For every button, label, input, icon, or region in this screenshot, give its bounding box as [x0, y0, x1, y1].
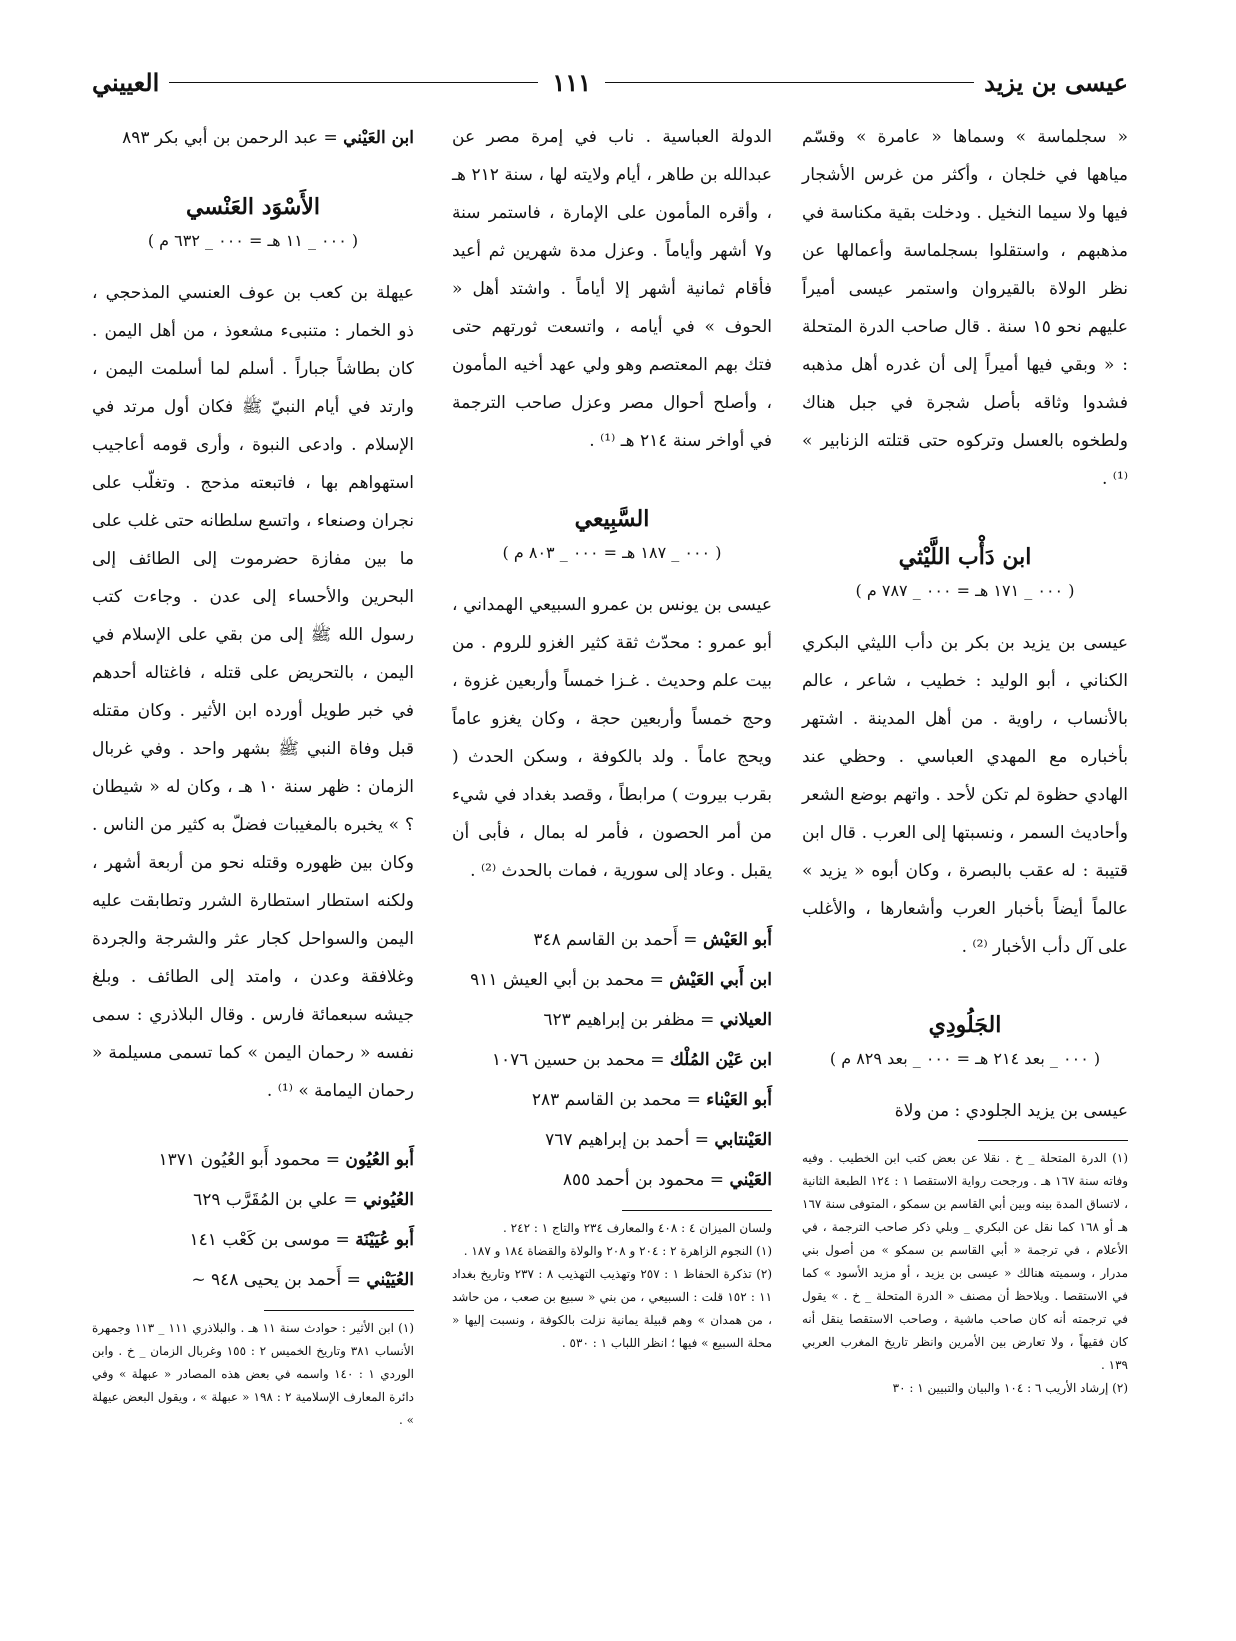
- column-middle: [452, 118, 772, 1355]
- cross-reference: [452, 920, 772, 960]
- ref-target: = أَحمد بن يحيى ٩٤٨ ~: [191, 1270, 367, 1290]
- ref-name: العَيْنتابي: [714, 1130, 772, 1150]
- ref-target: = عبد الرحمن بن أبي بكر ٨٩٣: [122, 128, 344, 148]
- column-right: [802, 118, 1128, 1400]
- entry-dates: ( ٠٠٠ _ ١٧١ هـ = ٠٠٠ _ ٧٨٧ م ): [855, 581, 1075, 600]
- entry-heading: السَّبِيعي: [574, 506, 650, 532]
- ref-target: = علي بن المُقَرَّب ٦٢٩: [193, 1190, 364, 1210]
- footnote: (٢) إرشاد الأريب ٦ : ١٠٤ والبيان والتبيين ١ : ٣٠: [892, 1381, 1128, 1395]
- ref-name: ابن العَيْني: [343, 128, 414, 148]
- entry-text: عيسى بن يونس بن عمرو السبيعي الهمداني ، أبو عمرو : محدّث ثقة كثير الغزو للروم . من بيت علم وحديث . غـزا خمساً وأربعين غزوة ، وحج خمساً وأربعين حجة ، وكان يغزو عاماً ويحج عاماً . ولد بالكوفة ، وسكن الحدث ( بقرب بيروت ) مرابطاً ، وقصد بغداد في شيء من أمر الحصون ، فأمر له بمال ، فأبى أن يقبل . وعاد إلى سورية ، فمات بالحدث ⁽²⁾ .: [452, 595, 772, 881]
- cross-reference: [452, 960, 772, 1000]
- ref-target: = محمد بن أبي العيش ٩١١: [470, 970, 670, 990]
- ref-target: = مظفر بن إبراهيم ٦٢٣: [543, 1010, 720, 1030]
- cross-reference: [92, 1220, 414, 1260]
- ref-target: = موسى بن كَعْب ١٤١: [189, 1230, 356, 1250]
- entry-dates: ( ٠٠٠ _ ١١ هـ = ٠٠٠ _ ٦٣٢ م ): [147, 231, 359, 250]
- header-rule: [169, 82, 538, 83]
- footnote: ولسان الميزان ٤ : ٤٠٨ والمعارف ٢٣٤ والتاج ١ : ٢٤٢ .: [503, 1221, 772, 1235]
- ref-name: ابن عَيْن المُلْك: [669, 1050, 772, 1070]
- footnote-rule: [622, 1210, 772, 1211]
- page-header: [92, 62, 1128, 102]
- cross-reference: [452, 1000, 772, 1040]
- cross-reference: [452, 1160, 772, 1200]
- footnote-rule: [264, 1310, 414, 1311]
- footnote: (١) النجوم الزاهرة ٢ : ٢٠٤ و ٢٠٨ والولاة والقضاة ١٨٤ و ١٨٧ .: [463, 1244, 772, 1258]
- cross-reference: [452, 1040, 772, 1080]
- entry-continuation: « سجلماسة » وسماها « عامرة » وقسّم مياهها في خلجان ، وأكثر من غرس الأشجار فيها ولا سيما النخيل . ودخلت بقية مكناسة في مذهبهم ، واستقلوا بسجلماسة وأعمالها عن نظر الولاة بالقيروان واستمر عيسى أميراً عليهم نحو ١٥ سنة . قال صاحب الدرة المتحلة : « وبقي فيها أميراً إلى أن غدره أهل مذهبه فشدوا وثاقه بأصل شجرة في جبل هناك ولطخوه بالعسل وتركوه حتى قتلته الزنابير » ⁽¹⁾ .: [802, 127, 1128, 489]
- ref-name: العُيَيْني: [366, 1270, 414, 1290]
- entry-dates: ( ٠٠٠ _ ١٨٧ هـ = ٠٠٠ _ ٨٠٣ م ): [502, 543, 722, 562]
- entry-heading: الجَلُودِي: [928, 1012, 1002, 1038]
- footnote: (١) الدرة المتحلة _ خ . نقلا عن بعض كتب ابن الخطيب . وفيه وفاته سنة ١٦٧ هـ . ورجحت رواية الاستقصا ١ : ١٢٤ الطبعة الثانية ، لاتساق المدة بينه وبين أبي القاسم بن سمكو ، المتوفى سنة ١٦٧ هـ أو ١٦٨ كما نقل عن البكري _ وبلي ذكر صاحب الترجمة ، في الأعلام ، في ترجمة « أبي القاسم بن سمكو » من أصول بني مدرار ، وسميته هنالك « عيسى بن يزيد ، أو مزيد الأسود » كما في الاستقصا . ويلاحظ أن مصنف « الدرة المتحلة _ خ . » يقول في ترجمته أنه كان صاحب ماشية ، وصاحب الاستقصا ينقل أنه كان فقيهاً ، ولا تعارض بين الأمرين وانظر تاريخ المغرب العربي ١٣٩ .: [802, 1151, 1129, 1372]
- ref-name: العَيْني: [729, 1170, 772, 1190]
- entry-heading: ابن دَأْب اللَّيْثي: [898, 544, 1032, 570]
- ref-target: = محمد بن حسين ١٠٧٦: [491, 1050, 670, 1070]
- ref-name: أَبو العَيْناء: [706, 1090, 772, 1110]
- footnote-rule: [978, 1140, 1128, 1141]
- cross-reference: [92, 1140, 414, 1180]
- entry-heading: الأَسْوَد العَنْسي: [186, 194, 320, 220]
- entry-dates: ( ٠٠٠ _ بعد ٢١٤ هـ = ٠٠٠ _ بعد ٨٢٩ م ): [829, 1049, 1101, 1068]
- cross-reference: [452, 1120, 772, 1160]
- cross-reference-list: [92, 1140, 414, 1300]
- ref-target: = محمود أَبو العُيُون ١٣٧١: [158, 1150, 346, 1170]
- header-center: [169, 68, 974, 97]
- ref-name: أَبو العَيْش: [702, 930, 772, 950]
- footnote: (١) ابن الأثير : حوادث سنة ١١ هـ . والبلاذري ١١١ _ ١١٣ وجمهرة الأنساب ٣٨١ وتاريخ الخميس ٢ : ١٥٥ وغربال الزمان _ خ . وابن الوردي ١ : ١٤٠ واسمه في بعض هذه المصادر « عبهلة » وفي دائرة المعارف الإسلامية ٢ : ١٩٨ « عبهلة » ، ويقول البعض عيهلة » .: [92, 1321, 415, 1427]
- ref-name: العيلاني: [719, 1010, 772, 1030]
- entry-text: عيسى بن يزيد الجلودي : من ولاة: [894, 1101, 1128, 1121]
- ref-target: = أَحمد بن القاسم ٣٤٨: [533, 930, 703, 950]
- entry-text: عيسى بن يزيد بن بكر بن دأب الليثي البكري الكناني ، أبو الوليد : خطيب ، شاعر ، عالم بالأنساب ، راوية . من أهل المدينة . اشتهر بأخباره مع المهدي العباسي . وحظي عند الهادي حظوة لم تكن لأحد . واتهم بوضع الشعر وأحاديث السمر ، ونسبتها إلى العرب . قال ابن قتيبة : له عقب بالبصرة ، وكان أبوه « يزيد » عالماً أيضاً بأخبار العرب وأشعارها ، والأغلب على آل دأب الأخبار ⁽²⁾ .: [802, 633, 1128, 957]
- ref-name: أَبو العُيُون: [345, 1150, 414, 1170]
- page-number: ١١١: [552, 67, 592, 97]
- ref-target: = محمود بن أحمد ٨٥٥: [562, 1170, 730, 1190]
- ref-name: ابن أَبي العَيْش: [669, 970, 772, 990]
- ref-target: = أحمد بن إبراهيم ٧٦٧: [545, 1130, 715, 1150]
- ref-name: أَبو عُيَيْنَة: [355, 1230, 414, 1250]
- cross-reference: [92, 1180, 414, 1220]
- cross-reference-list: [452, 920, 772, 1200]
- entry-text: عيهلة بن كعب بن عوف العنسي المذحجي ، ذو الخمار : متنبىء مشعوذ ، من أهل اليمن . كان بطاشاً جباراً . أسلم لما أسلمت اليمن ، وارتد في أيام النبيّ ﷺ فكان أول مرتد في الإسلام . وادعى النبوة ، وأرى قومه أعاجيب استهواهم بها ، فاتبعته مذحج . وتغلّب على نجران وصنعاء ، واتسع سلطانه حتى غلب على ما بين مفازة حضرموت إلى الطائف إلى البحرين والأحساء إلى عدن . وجاءت كتب رسول الله ﷺ إلى من بقي على الإسلام في اليمن ، بالتحريض على قتله ، فاغتاله أحدهم في خبر طويل أورده ابن الأثير . وكان مقتله قبل وفاة النبي ﷺ بشهر واحد . وفي غربال الزمان : ظهر سنة ١٠ هـ ، وكان له « شيطان ؟ » يخبره بالمغيبات فضلّ به كثير من الناس . وكان بين ظهوره وقتله نحو من أربعة أشهر ، ولكنه استطار استطارة الشرر وتطابقت عليه اليمن والسواحل كجار عثر والشرجة والجردة وغلافقة وعدن ، وامتد إلى الطائف . وبلغ جيشه سبعمائة فارس . وقال البلاذري : سمى نفسه « رحمان اليمن » كما تسمى مسيلمة « رحمان اليمامة » ⁽¹⁾ .: [92, 283, 414, 1101]
- header-rule: [605, 82, 974, 83]
- running-title-right: عيسى بن يزيد: [984, 67, 1128, 97]
- column-left: [92, 118, 414, 1432]
- ref-target: = محمد بن القاسم ٢٨٣: [531, 1090, 707, 1110]
- ref-name: العُيُوني: [363, 1190, 414, 1210]
- running-title-left: العييني: [92, 67, 160, 97]
- entry-continuation: الدولة العباسية . ناب في إمرة مصر عن عبدالله بن طاهر ، أيام ولايته لها ، سنة ٢١٢ هـ ، وأقره المأمون على الإمارة ، فاستمر سنة و٧ أشهر وأياماً . وعزل مدة شهرين ثم أعيد فأقام ثمانية أشهر إلا أياماً . واشتد أهل « الحوف » في أيامه ، واتسعت ثورتهم حتى فتك بهم المعتصم وهو ولي عهد أخيه المأمون ، وأصلح أحوال مصر وعزل صاحب الترجمة في أواخر سنة ٢١٤ هـ ⁽¹⁾ .: [452, 127, 772, 451]
- cross-reference: [452, 1080, 772, 1120]
- footnote: (٢) تذكرة الحفاظ ١ : ٢٥٧ وتهذيب التهذيب ٨ : ٢٣٧ وتاريخ بغداد ١١ : ١٥٢ قلت : السبيعي ، من بني « سبيع بن صعب ، من حاشد ، من همدان » وهم قبيلة يمانية نزلت بالكوفة ، ونسبت إليها « محلة السبيع » فيها ؛ انظر اللباب ١ : ٥٣٠ .: [452, 1267, 773, 1350]
- cross-reference: [92, 118, 414, 158]
- cross-reference: [92, 1260, 414, 1300]
